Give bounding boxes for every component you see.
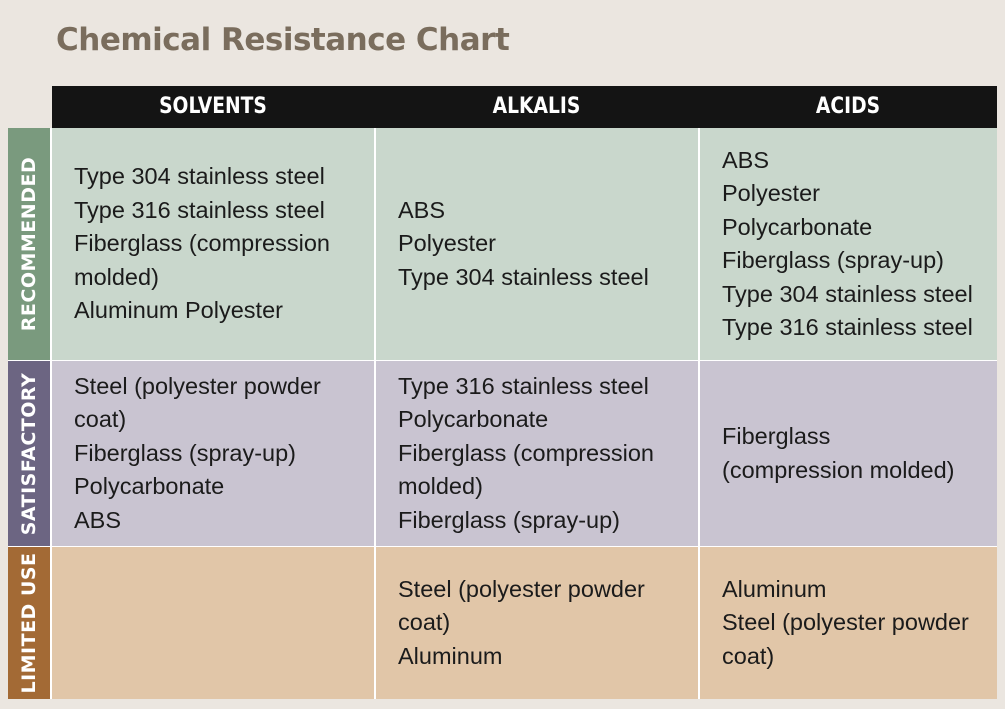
list-item: Steel (polyester powder coat) bbox=[74, 372, 321, 433]
list-item: Type 304 stainless steel bbox=[722, 280, 973, 307]
row-label-recommended bbox=[8, 128, 52, 360]
list-item: Type 316 stainless steel bbox=[398, 372, 649, 399]
cell-satisfactory-alkalis bbox=[376, 361, 700, 546]
list-item: ABS bbox=[722, 146, 770, 173]
row-label-satisfactory bbox=[8, 361, 52, 546]
list-item: Fiberglass (spray-up) bbox=[722, 247, 945, 273]
row-label-text: RECOMMENDED bbox=[18, 156, 40, 332]
list-item: Aluminum Polyester bbox=[74, 297, 283, 324]
list-item: Fiberglass (spray-up) bbox=[398, 506, 621, 533]
list-item: Polycarbonate bbox=[722, 213, 873, 240]
list-item: Fiberglass bbox=[722, 423, 831, 449]
list-item: coat) bbox=[722, 642, 775, 669]
row-divider bbox=[8, 546, 997, 547]
list-item: Type 316 stainless steel bbox=[74, 196, 325, 223]
list-item: Polycarbonate bbox=[74, 473, 225, 500]
column-header-acids: ACIDS bbox=[815, 94, 881, 119]
row-satisfactory bbox=[8, 361, 997, 546]
row-label-limited-use bbox=[8, 547, 52, 699]
list-item: Fiberglass (spray-up) bbox=[74, 439, 297, 466]
cell-limited-acids bbox=[700, 547, 997, 699]
column-header-solvents: SOLVENTS bbox=[159, 94, 267, 119]
row-divider bbox=[8, 360, 997, 361]
cell-satisfactory-acids bbox=[700, 361, 997, 546]
list-item: ABS bbox=[74, 506, 122, 533]
cell-recommended-alkalis bbox=[376, 128, 700, 360]
cell-satisfactory-solvents bbox=[52, 361, 376, 546]
list-item: coat) bbox=[398, 609, 451, 636]
cell-recommended-acids bbox=[700, 128, 997, 360]
row-label-text: SATISFACTORY bbox=[18, 372, 40, 535]
list-item: Polyester bbox=[722, 180, 820, 206]
row-limited-use bbox=[8, 547, 997, 699]
list-item: ABS bbox=[398, 196, 446, 223]
list-item: Aluminum bbox=[398, 642, 503, 669]
list-item: Fiberglass (compression bbox=[398, 439, 654, 466]
list-item: Steel (polyester powder bbox=[398, 575, 645, 602]
row-recommended bbox=[8, 128, 997, 360]
list-item: Polyester bbox=[398, 230, 496, 257]
list-item: Aluminum bbox=[722, 575, 827, 602]
column-header-bar bbox=[52, 86, 997, 128]
list-item: Type 316 stainless steel bbox=[722, 314, 973, 340]
list-item: Fiberglass (compression bbox=[74, 230, 330, 257]
row-label-text: LIMITED USE bbox=[18, 552, 40, 694]
list-item: (compression molded) bbox=[722, 456, 955, 483]
column-header-alkalis: ALKALIS bbox=[492, 94, 581, 119]
cell-recommended-solvents bbox=[52, 128, 376, 360]
list-item: Steel (polyester powder bbox=[722, 609, 969, 636]
page-title: Chemical Resistance Chart bbox=[56, 22, 510, 58]
list-item: Type 304 stainless steel bbox=[74, 163, 325, 190]
list-item: Polycarbonate bbox=[398, 406, 549, 433]
list-item: molded) bbox=[74, 263, 159, 290]
cell-limited-alkalis bbox=[376, 547, 700, 699]
list-item: molded) bbox=[398, 473, 483, 500]
list-item: Type 304 stainless steel bbox=[398, 263, 649, 290]
cell-limited-solvents bbox=[52, 547, 376, 699]
